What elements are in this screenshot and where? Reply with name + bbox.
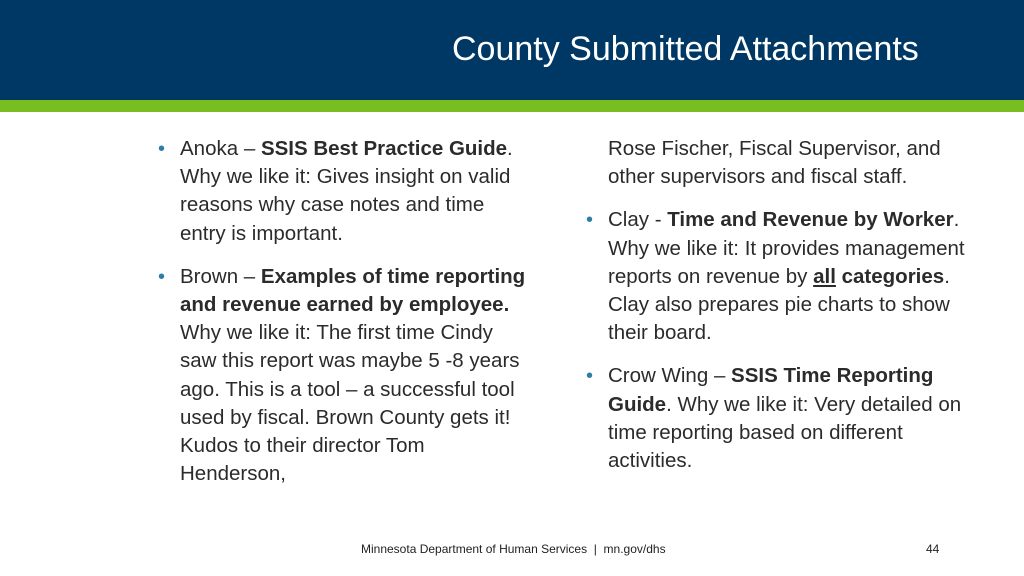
accent-bar [0, 100, 1024, 112]
bullet-text: . Why we like it: It provides management reports on revenue by [608, 208, 965, 288]
county-name: Brown [180, 264, 239, 288]
slide-title: County Submitted Attachments [452, 30, 919, 68]
bullet-text-end: . Clay also prepares pie charts to show their board. [608, 264, 950, 345]
dash: – [708, 364, 732, 388]
county-name: Anoka [180, 137, 239, 160]
attachment-title: Time and Revenue by Worker [667, 208, 954, 232]
page-number: 44 [926, 542, 940, 556]
bullet-brown [158, 263, 528, 489]
attachment-title: SSIS Time Reporting Guide [608, 364, 934, 416]
bullet-anoka [158, 135, 528, 248]
bullet-icon: • [586, 365, 594, 388]
bullet-text: Why we like it: The first time Cindy saw this report was maybe 5 -8 years ago. This is a tool – a successful tool used by fiscal. Brown County gets it! Kudos to their director Tom Henderson, [180, 321, 520, 486]
dash: – [238, 264, 261, 288]
bullet-icon: • [158, 265, 166, 288]
county-name: Clay [608, 208, 650, 232]
right-column [586, 135, 966, 490]
bullet-icon: • [586, 209, 594, 232]
header-bar [0, 0, 1024, 100]
footer-text: Minnesota Department of Human Services | mn.gov/dhs [361, 542, 666, 556]
dash: - [649, 208, 668, 232]
emphasis-all: all [813, 264, 836, 288]
attachment-title: SSIS Best Practice Guide [260, 137, 508, 160]
bullet-clay [586, 206, 966, 347]
left-column [158, 135, 528, 503]
county-name: Crow Wing [608, 364, 709, 388]
bullet-crow-wing [586, 362, 966, 475]
emphasis-categories: categories [841, 264, 945, 288]
bullet-text: . Why we like it: Gives insight on valid reasons why case notes and time entry is important. [180, 137, 513, 245]
dash: – [238, 137, 261, 160]
bullet-icon: • [158, 138, 166, 160]
brown-continuation: Rose Fischer, Fiscal Supervisor, and other supervisors and fiscal staff. [608, 137, 941, 189]
attachment-title: Examples of time reporting and revenue earned by employee. [180, 264, 526, 317]
bullet-text: . Why we like it: Very detailed on time reporting based on different activities. [608, 392, 962, 473]
